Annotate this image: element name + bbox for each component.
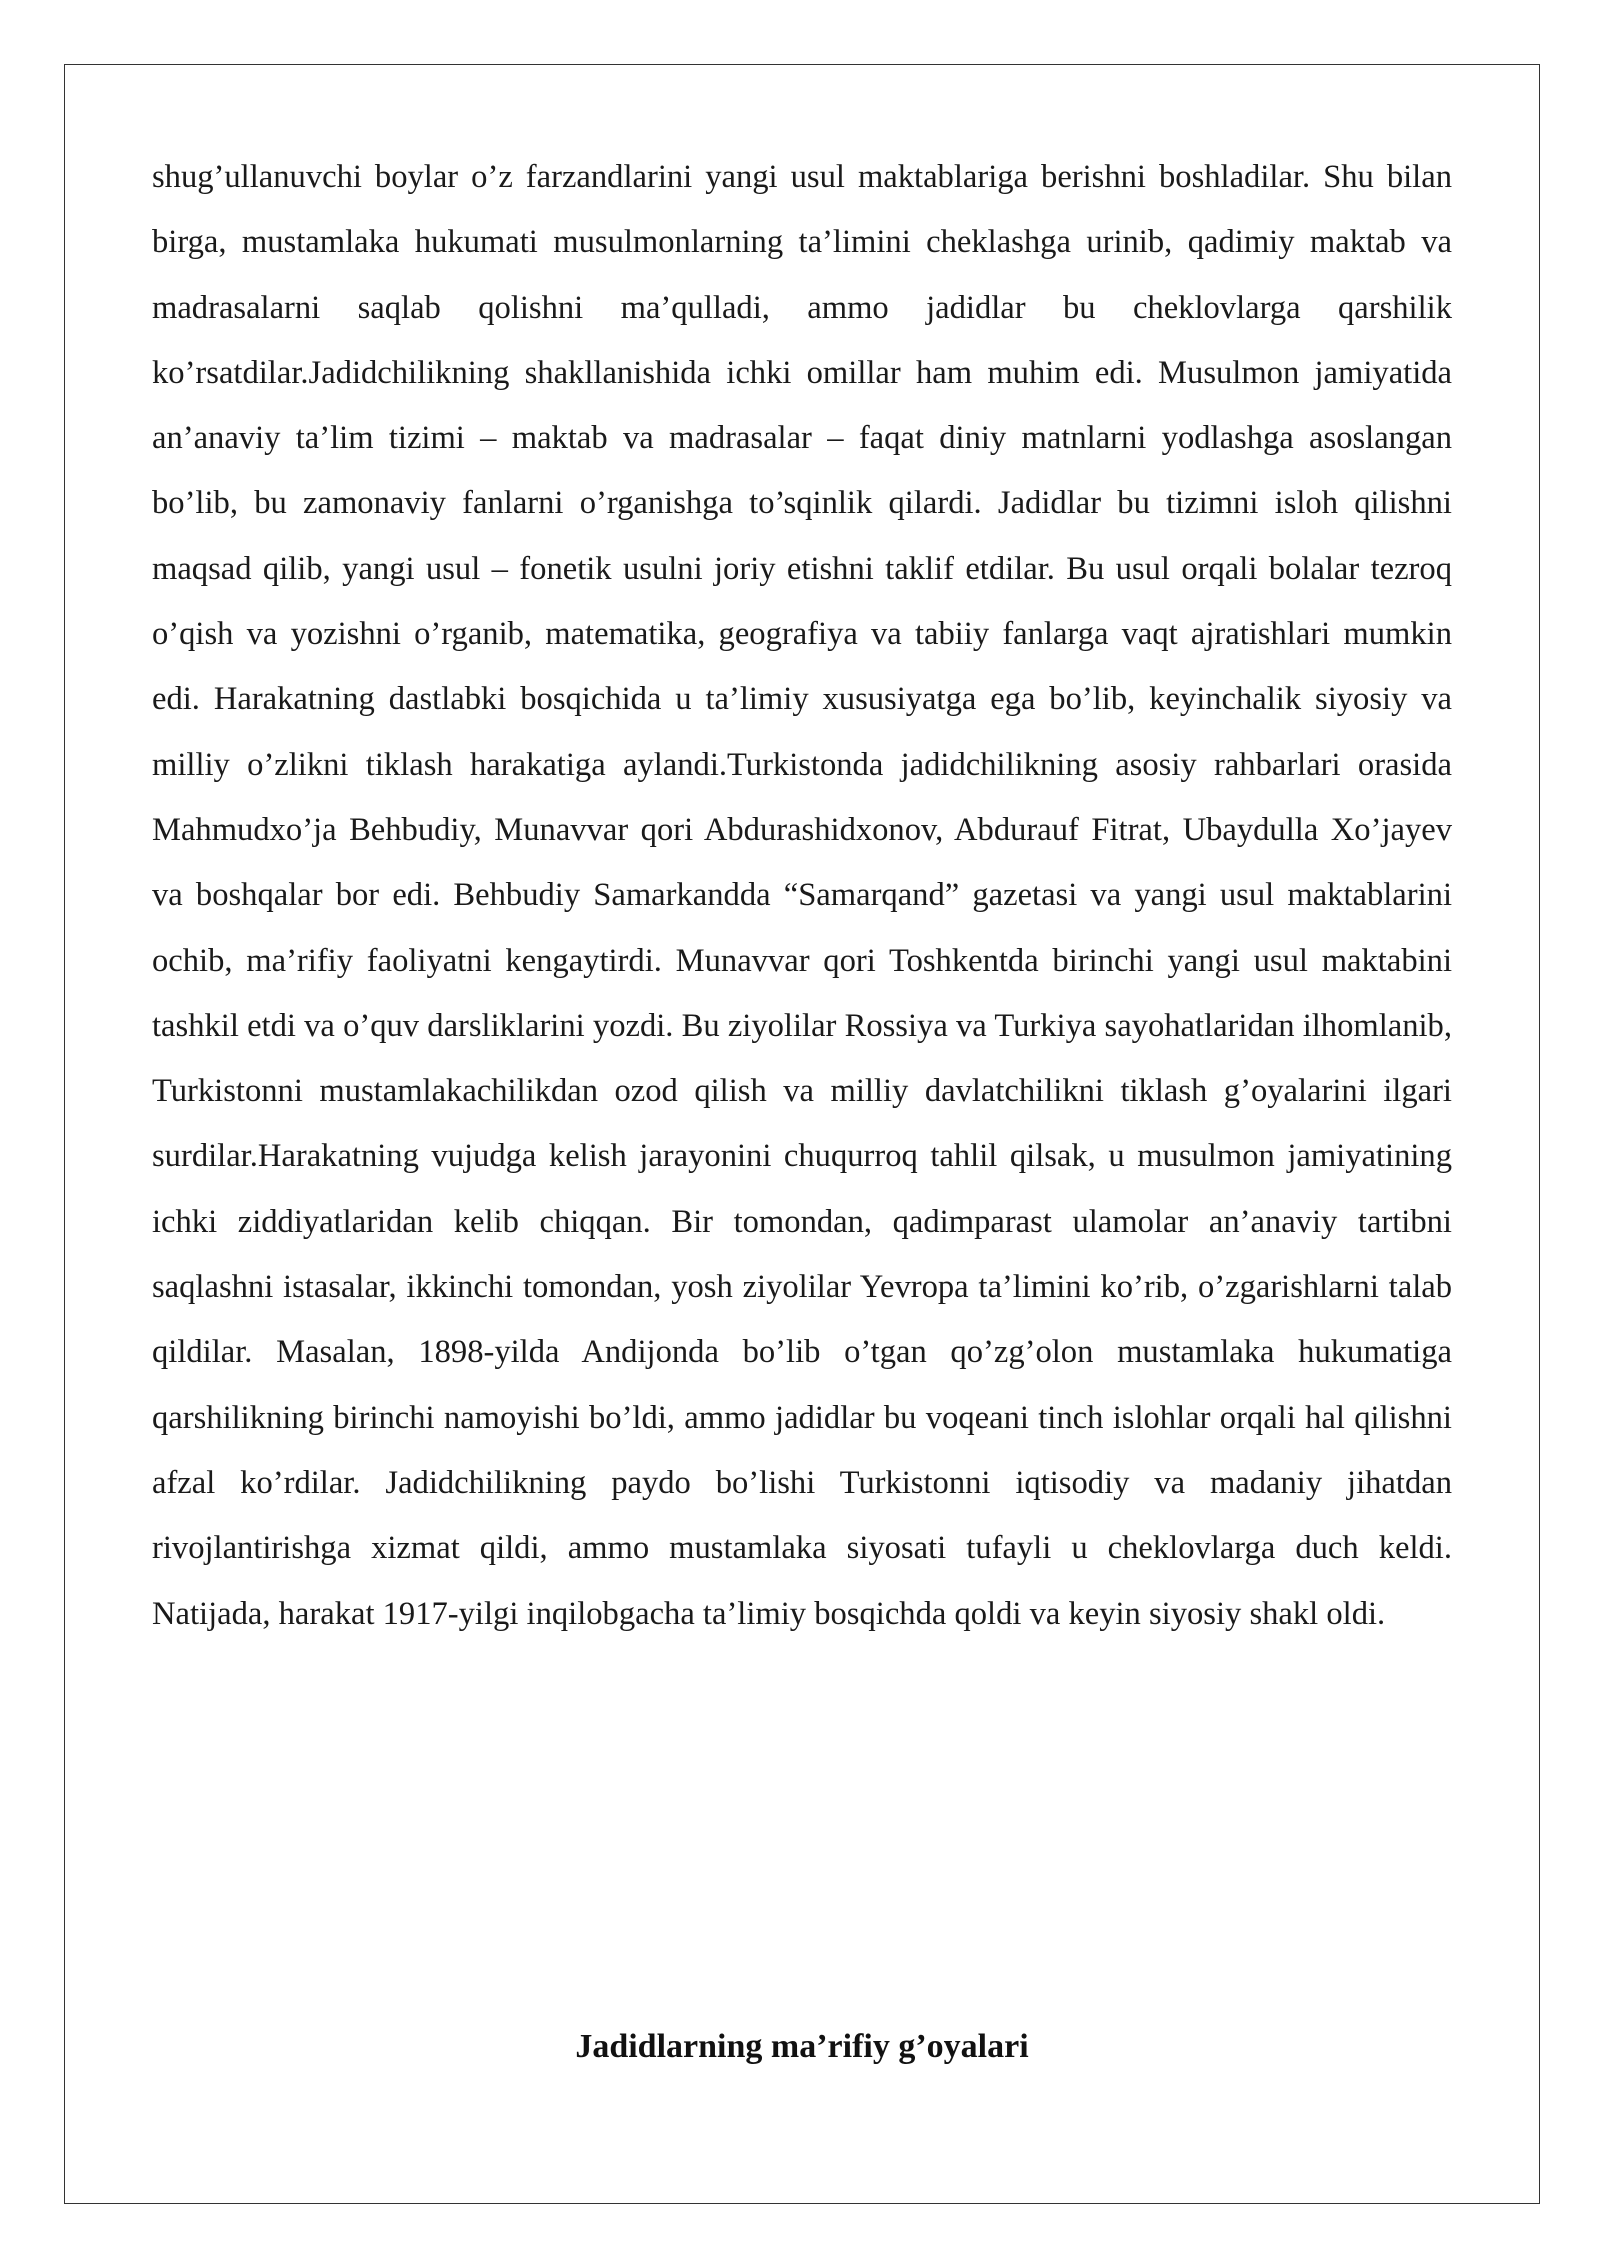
body-paragraph: shug’ullanuvchi boylar o’z farzandlarini yangi usul maktablariga berishni boshladilar. Shu bilan birga, mustamlaka hukumati musulmonlarning ta’limini cheklashga urinib, qadimiy maktab va madrasalarni saqlab qolishni ma’qulladi, ammo jadidlar bu cheklovlarga qarshilik ko’rsatdilar.Jadidchilikning shakllanishida ichki omillar ham muhim edi. Musulmon jamiyatida an’anaviy ta’lim tizimi – maktab va madrasalar – faqat diniy matnlarni yodlashga asoslangan bo’lib, bu zamonaviy fanlarni o’rganishga to’sqinlik qilardi. Jadidlar bu tizimni isloh qilishni maqsad qilib, yangi usul – fonetik usulni joriy etishni taklif etdilar. Bu usul orqali bolalar tezroq o’qish va yozishni o’rganib, matematika, geografiya va tabiiy fanlarga vaqt ajratishlari mumkin edi. Harakatning dastlabki bosqichida u ta’limiy xususiyatga ega bo’lib, keyinchalik siyosiy va milliy o’zlikni tiklash harakatiga aylandi.Turkistonda jadidchilikning asosiy rahbarlari orasida Mahmudxo’ja Behbudiy, Munavvar qori Abdurashidxonov, Abdurauf Fitrat, Ubaydulla Xo’jayev va boshqalar bor edi. Behbudiy Samarkandda “Samarqand” gazetasi va yangi usul maktablarini ochib, ma’rifiy faoliyatni kengaytirdi. Munavvar qori Toshkentda birinchi yangi usul maktabini tashkil etdi va o’quv darsliklarini yozdi. Bu ziyolilar Rossiya va Turkiya sayohatlaridan ilhomlanib, Turkistonni mustamlakachilikdan ozod qilish va milliy davlatchilikni tiklash g’oyalarini ilgari surdilar.Harakatning vujudga kelish jarayonini chuqurroq tahlil qilsak, u musulmon jamiyatining ichki ziddiyatlaridan kelib chiqqan. Bir tomondan, qadimparast ulamolar an’anaviy tartibni saqlashni istasalar, ikkinchi tomondan, yosh ziyolilar Yevropa ta’limini ko’rib, o’zgarishlarni talab qildilar. Masalan, 1898-yilda Andijonda bo’lib o’tgan qo’zg’olon mustamlaka hukumatiga qarshilikning birinchi namoyishi bo’ldi, ammo jadidlar bu voqeani tinch islohlar orqali hal qilishni afzal ko’rdilar. Jadidchilikning paydo bo’lishi Turkistonni iqtisodiy va madaniy jihatdan rivojlantirishga xizmat qildi, ammo mustamlaka siyosati tufayli u cheklovlarga duch keldi. Natijada, harakat 1917-yilgi inqilobgacha ta’limiy bosqichda qoldi va keyin siyosiy shakl oldi. bbox=[152, 159, 1452, 1632]
section-heading: Jadidlarning ma’rifiy g’oyalari bbox=[575, 2028, 1029, 2065]
